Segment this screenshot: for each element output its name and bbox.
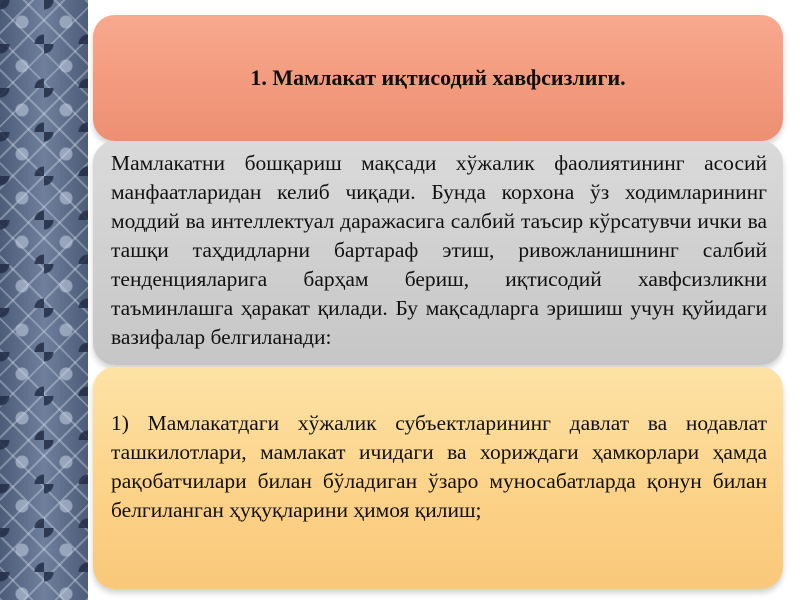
slide-title: 1. Мамлакат иқтисодий хавфсизлиги. [250,65,626,90]
list-item: 1) Мамлакатдаги хўжалик субъектларининг давлат ва нодавлат ташкилотлари, мамлакат ичидаги ва хориждаги ҳамкорлари ҳамда рақобатчилари билан бўладиган ўзаро муносабатларда қонун билан белгиланган ҳуқуқларини ҳимоя қилиш; [111,411,767,522]
title-panel [93,15,783,141]
decorative-pattern-strip [0,0,88,600]
list-panel [93,367,783,589]
body-paragraph: Мамлакатни бошқариш мақсади хўжалик фаолиятининг асосий манфаатларидан келиб чиқади. Бунда корхона ўз ходимларининг моддий ва интеллектуал даражасига салбий таъсир кўрсатувчи ички ва ташқи таҳдидларни бартараф этиш, ривожланишнинг салбий тенденцияларига барҳам бериш, иқтисодий хавфсизликни таъминлашга ҳаракат қилади. Бу мақсадларга эришиш учун қуйидаги вазифалар белгиланади: [111,151,767,349]
body-panel [93,141,783,365]
